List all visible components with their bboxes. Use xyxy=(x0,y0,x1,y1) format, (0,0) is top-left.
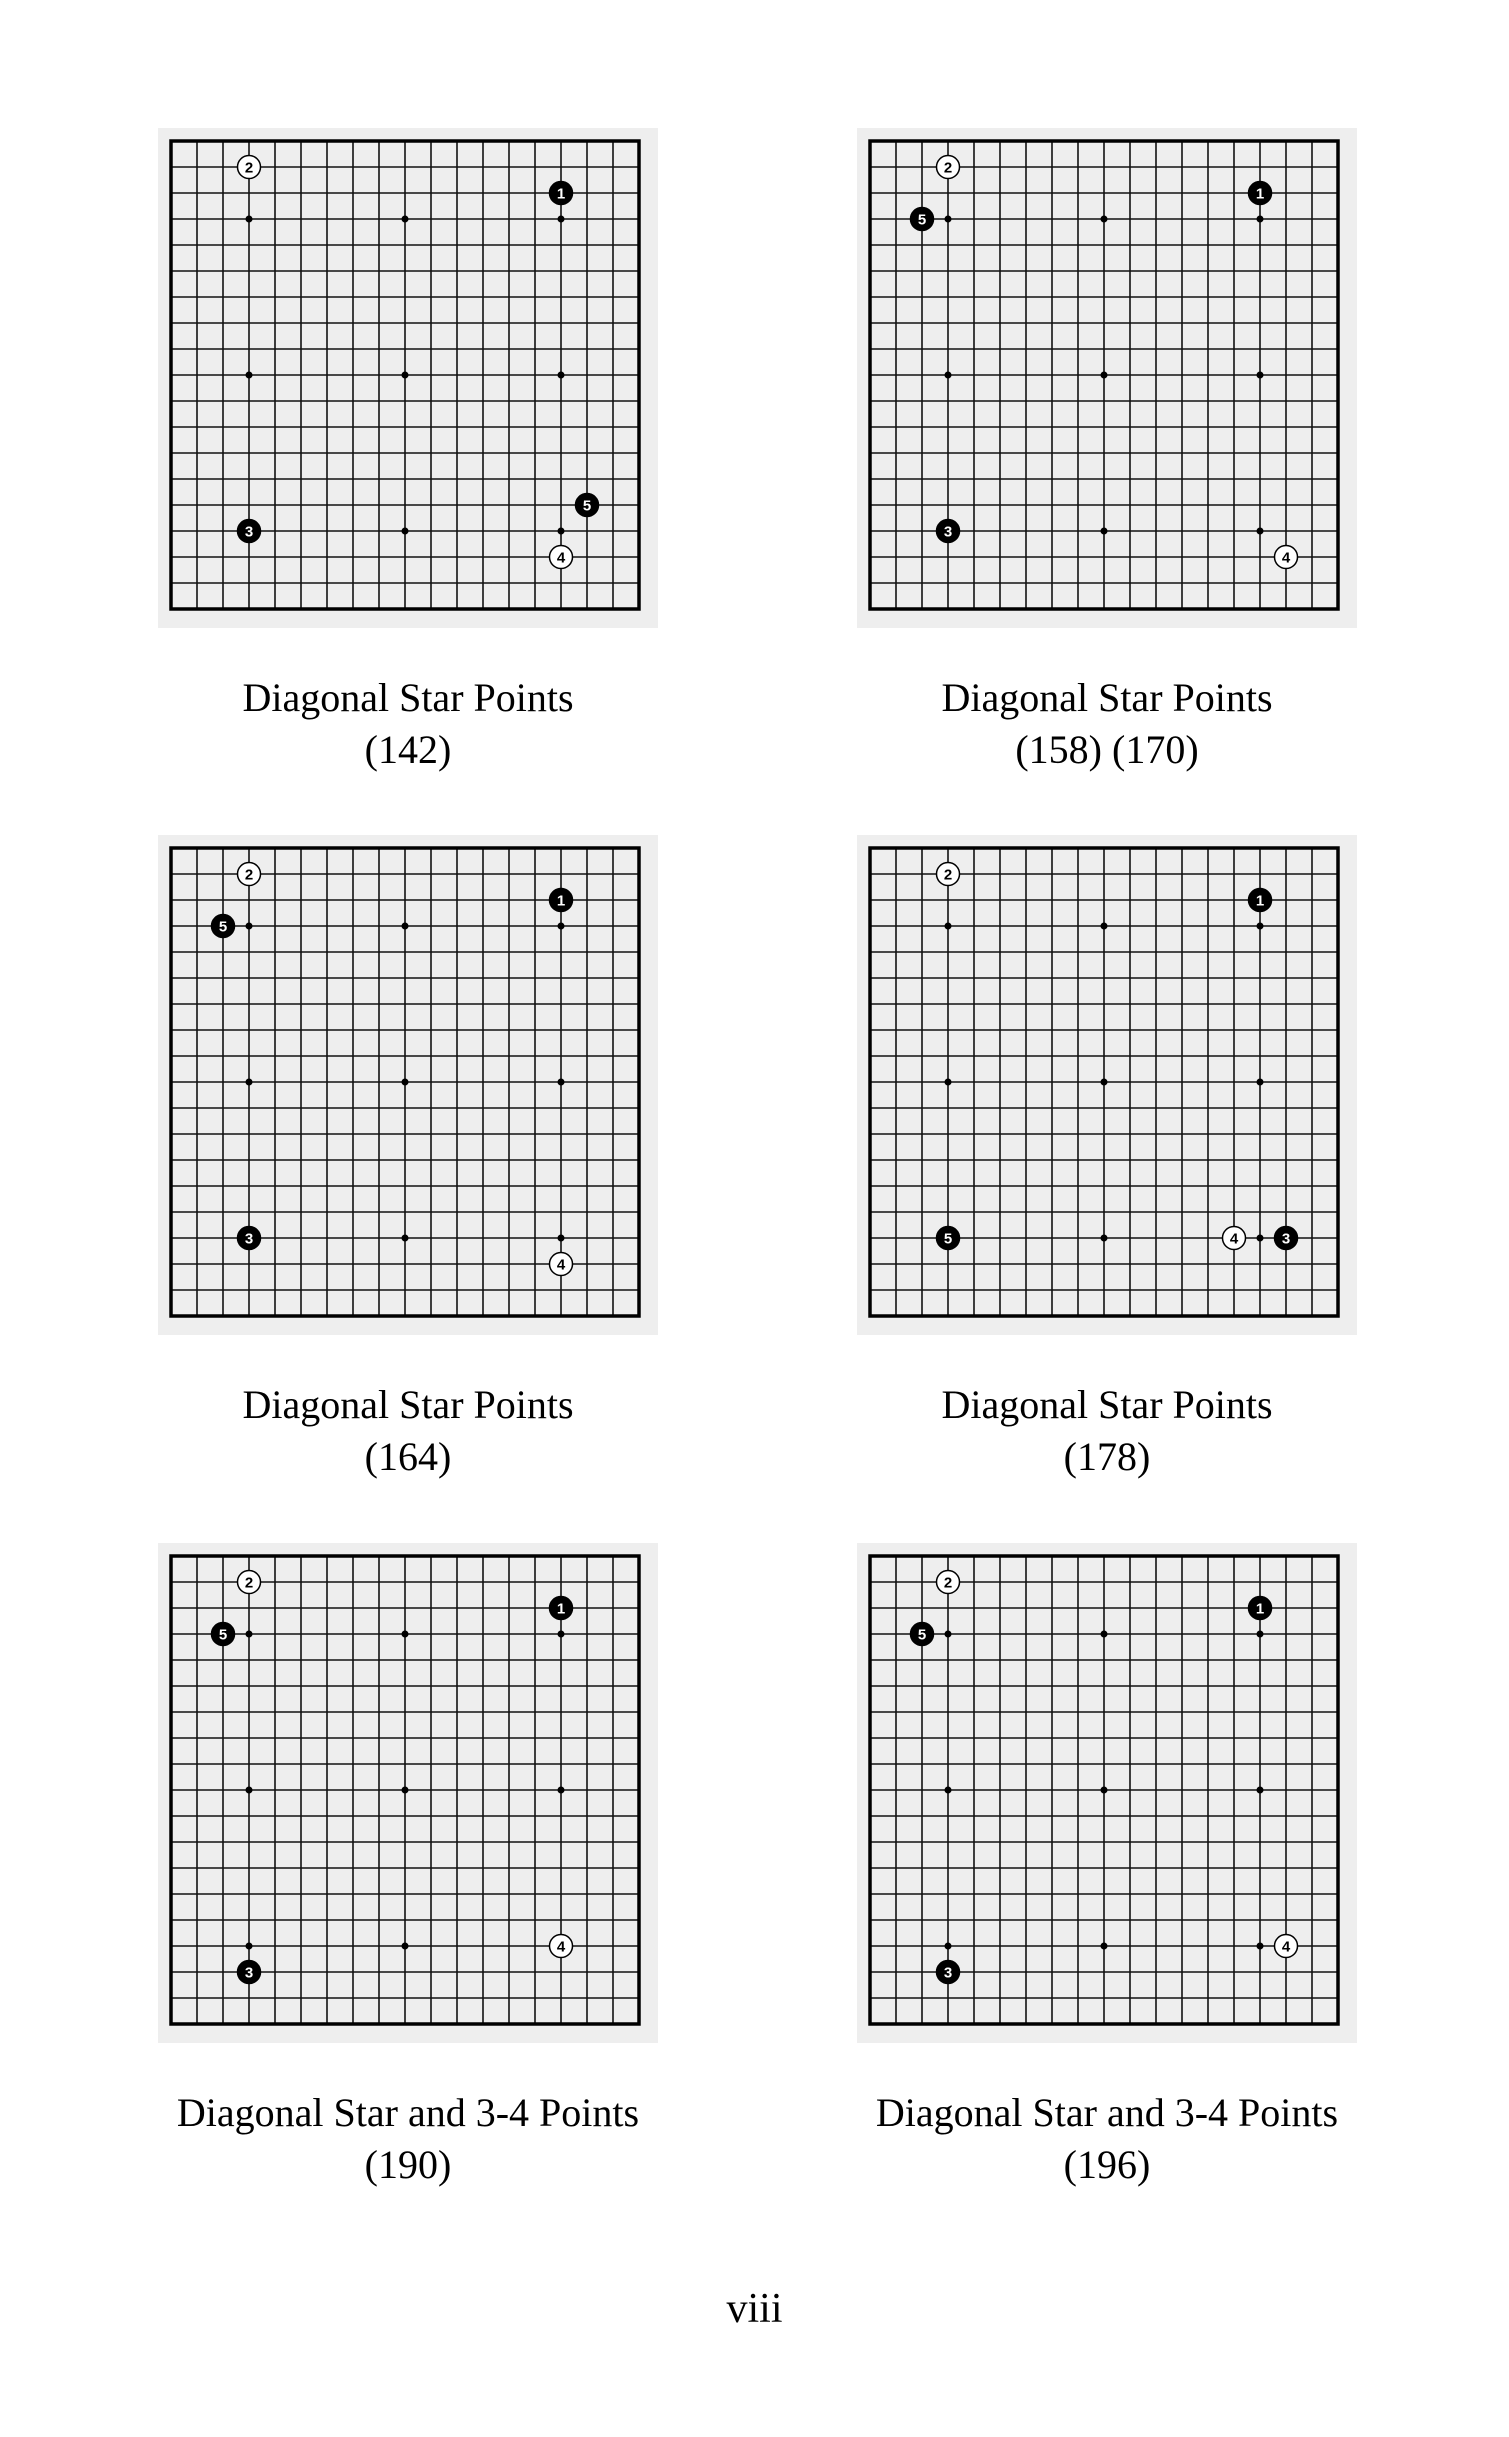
white-stone-4 xyxy=(1275,1935,1298,1958)
black-stone-1 xyxy=(1249,889,1272,912)
star-point xyxy=(1257,372,1264,379)
white-stone-2 xyxy=(238,1571,261,1594)
caption-title: Diagonal Star Points xyxy=(242,675,574,720)
star-point xyxy=(1101,216,1108,223)
caption-title: Diagonal Star Points xyxy=(941,675,1273,720)
stone-number: 4 xyxy=(556,1256,566,1274)
black-stone-5 xyxy=(911,208,934,231)
black-stone-1 xyxy=(1249,1597,1272,1620)
diagram-caption xyxy=(158,672,658,776)
black-stone-3 xyxy=(1275,1227,1298,1250)
white-stone-2 xyxy=(937,156,960,179)
stone-number: 1 xyxy=(556,892,566,910)
star-point xyxy=(558,528,565,535)
caption-reference: (190) xyxy=(364,2142,452,2187)
black-stone-5 xyxy=(212,1623,235,1646)
board-background xyxy=(158,835,658,1335)
black-stone-3 xyxy=(238,520,261,543)
caption-reference: (178) xyxy=(1063,1434,1151,1479)
star-point xyxy=(945,1787,952,1794)
caption-title: Diagonal Star and 3-4 Points xyxy=(875,2090,1339,2135)
black-stone-5 xyxy=(212,915,235,938)
stone-number: 3 xyxy=(244,1964,254,1982)
caption-reference: (164) xyxy=(364,1434,452,1479)
star-point xyxy=(402,1631,409,1638)
star-point xyxy=(945,1079,952,1086)
diagram-164 xyxy=(158,835,658,1483)
black-stone-1 xyxy=(550,182,573,205)
star-point xyxy=(402,1079,409,1086)
star-point xyxy=(1257,923,1264,930)
board-background xyxy=(857,835,1357,1335)
stone-number: 1 xyxy=(556,1600,566,1618)
star-point xyxy=(246,1631,253,1638)
stone-number: 2 xyxy=(943,1574,953,1592)
star-point xyxy=(1257,1787,1264,1794)
star-point xyxy=(1101,372,1108,379)
go-board xyxy=(857,1543,1357,2043)
stone-number: 2 xyxy=(943,866,953,884)
caption-reference: (158) (170) xyxy=(1015,727,1199,772)
star-point xyxy=(246,923,253,930)
star-point xyxy=(1101,1631,1108,1638)
white-stone-4 xyxy=(550,546,573,569)
stone-number: 3 xyxy=(244,523,254,541)
stone-number: 2 xyxy=(244,866,254,884)
star-point xyxy=(1257,1079,1264,1086)
diagram-190 xyxy=(158,1543,658,2191)
diagram-196 xyxy=(857,1543,1357,2191)
white-stone-2 xyxy=(937,863,960,886)
stone-number: 3 xyxy=(943,1964,953,1982)
stone-number: 1 xyxy=(1255,185,1265,203)
diagram-158-170 xyxy=(857,128,1357,776)
diagram-caption xyxy=(857,672,1357,776)
star-point xyxy=(402,216,409,223)
stone-number: 4 xyxy=(1281,549,1291,567)
white-stone-4 xyxy=(1275,546,1298,569)
star-point xyxy=(1101,1235,1108,1242)
star-point xyxy=(1257,1235,1264,1242)
stone-number: 4 xyxy=(1281,1938,1291,1956)
star-point xyxy=(246,1787,253,1794)
go-board xyxy=(857,128,1357,628)
star-point xyxy=(1101,923,1108,930)
stone-number: 1 xyxy=(1255,892,1265,910)
diagram-caption xyxy=(857,2087,1357,2191)
white-stone-2 xyxy=(238,863,261,886)
stone-number: 4 xyxy=(1229,1230,1239,1248)
star-point xyxy=(402,1787,409,1794)
white-stone-4 xyxy=(550,1253,573,1276)
stone-number: 1 xyxy=(556,185,566,203)
star-point xyxy=(558,216,565,223)
star-point xyxy=(558,1787,565,1794)
black-stone-3 xyxy=(238,1227,261,1250)
stone-number: 3 xyxy=(1281,1230,1291,1248)
star-point xyxy=(558,372,565,379)
board-background xyxy=(857,1543,1357,2043)
star-point xyxy=(1101,1943,1108,1950)
stone-number: 2 xyxy=(943,159,953,177)
page-number: viii xyxy=(726,2286,783,2332)
black-stone-3 xyxy=(937,520,960,543)
star-point xyxy=(945,1943,952,1950)
stone-number: 1 xyxy=(1255,1600,1265,1618)
black-stone-3 xyxy=(238,1961,261,1984)
star-point xyxy=(1101,1079,1108,1086)
star-point xyxy=(402,1235,409,1242)
star-point xyxy=(945,216,952,223)
diagram-caption xyxy=(158,1379,658,1483)
star-point xyxy=(1101,528,1108,535)
star-point xyxy=(402,923,409,930)
star-point xyxy=(558,923,565,930)
star-point xyxy=(945,372,952,379)
black-stone-5 xyxy=(576,494,599,517)
stone-number: 5 xyxy=(917,1626,927,1644)
go-board xyxy=(158,835,658,1335)
black-stone-5 xyxy=(937,1227,960,1250)
stone-number: 5 xyxy=(218,918,228,936)
diagram-142 xyxy=(158,128,658,776)
star-point xyxy=(1257,216,1264,223)
stone-number: 3 xyxy=(244,1230,254,1248)
go-board xyxy=(857,835,1357,1335)
black-stone-5 xyxy=(911,1623,934,1646)
star-point xyxy=(402,528,409,535)
white-stone-4 xyxy=(550,1935,573,1958)
diagram-caption xyxy=(158,2087,658,2191)
black-stone-1 xyxy=(550,1597,573,1620)
star-point xyxy=(558,1235,565,1242)
stone-number: 2 xyxy=(244,1574,254,1592)
diagram-178 xyxy=(857,835,1357,1483)
star-point xyxy=(558,1631,565,1638)
star-point xyxy=(1257,528,1264,535)
caption-title: Diagonal Star and 3-4 Points xyxy=(176,2090,640,2135)
star-point xyxy=(246,372,253,379)
stone-number: 2 xyxy=(244,159,254,177)
diagram-caption xyxy=(857,1379,1357,1483)
star-point xyxy=(945,1631,952,1638)
star-point xyxy=(1101,1787,1108,1794)
black-stone-3 xyxy=(937,1961,960,1984)
stone-number: 4 xyxy=(556,1938,566,1956)
go-board xyxy=(158,128,658,628)
white-stone-2 xyxy=(937,1571,960,1594)
star-point xyxy=(246,1079,253,1086)
caption-title: Diagonal Star Points xyxy=(941,1382,1273,1427)
board-background xyxy=(158,128,658,628)
black-stone-1 xyxy=(1249,182,1272,205)
star-point xyxy=(945,923,952,930)
stone-number: 4 xyxy=(556,549,566,567)
stone-number: 5 xyxy=(218,1626,228,1644)
star-point xyxy=(246,216,253,223)
star-point xyxy=(402,1943,409,1950)
caption-title: Diagonal Star Points xyxy=(242,1382,574,1427)
white-stone-2 xyxy=(238,156,261,179)
star-point xyxy=(402,372,409,379)
go-board xyxy=(158,1543,658,2043)
caption-reference: (142) xyxy=(364,727,452,772)
caption-reference: (196) xyxy=(1063,2142,1151,2187)
star-point xyxy=(558,1079,565,1086)
stone-number: 3 xyxy=(943,523,953,541)
board-background xyxy=(158,1543,658,2043)
black-stone-1 xyxy=(550,889,573,912)
stone-number: 5 xyxy=(582,497,592,515)
star-point xyxy=(1257,1631,1264,1638)
stone-number: 5 xyxy=(943,1230,953,1248)
stone-number: 5 xyxy=(917,211,927,229)
white-stone-4 xyxy=(1223,1227,1246,1250)
star-point xyxy=(246,1943,253,1950)
star-point xyxy=(1257,1943,1264,1950)
